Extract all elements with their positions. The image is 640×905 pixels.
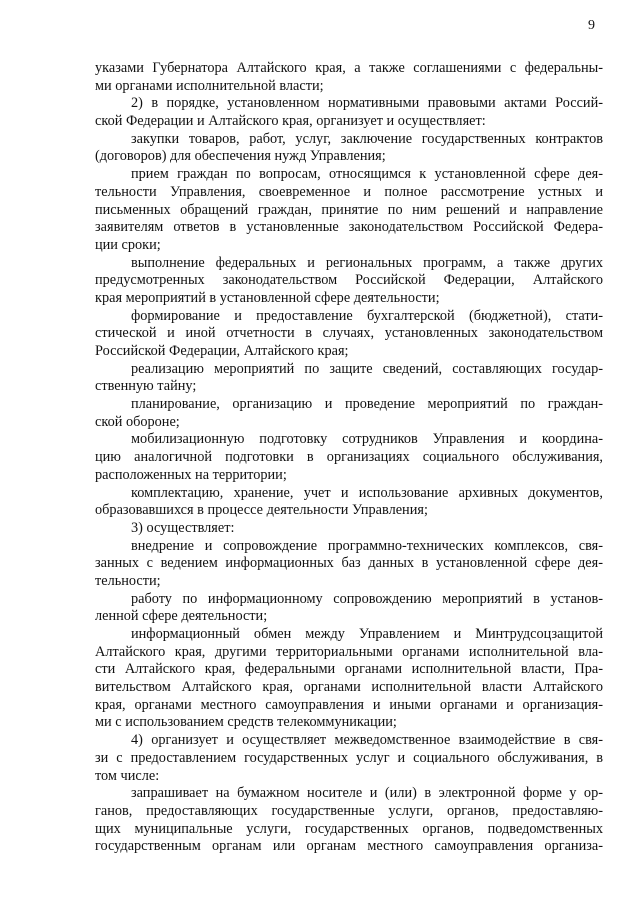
text-line: вительством Алтайского края, органами исполнительной власти Алтайского: [95, 679, 603, 696]
text-line: реализацию мероприятий по защите сведений, составляющих государ-: [131, 360, 603, 377]
text-line: тельности Управления, своевременное и полное рассмотрение устных и: [95, 183, 603, 200]
text-line: информационный обмен между Управлением и Минтрудсоцзащитой: [131, 626, 603, 642]
text-line: края мероприятий в установленной сфере деятельности;: [95, 289, 440, 306]
text-line: стической и иной отчетности в случаях, установленных законодательством: [95, 325, 603, 342]
document-body: [95, 60, 603, 856]
text-line: ганов, предоставляющих государственные услуги, органов, предоставляю-: [95, 802, 603, 819]
text-line: письменных обращений граждан, принятие по ним решений и направление: [95, 201, 603, 218]
text-line: 3) осуществляет:: [131, 519, 235, 536]
text-line: цию аналогичной подготовки в организациях социального обслуживания,: [95, 449, 603, 466]
text-line: работу по информационному сопровождению мероприятий в установ-: [131, 590, 603, 607]
text-line: формирование и предоставление бухгалтерской (бюджетной), стати-: [131, 307, 603, 324]
text-line: мобилизационную подготовку сотрудников Управления и координа-: [131, 431, 603, 448]
text-line: прием граждан по вопросам, относящимся к установленной сфере дея-: [131, 166, 603, 183]
text-line: ленной сфере деятельности;: [95, 608, 268, 625]
text-line: комплектацию, хранение, учет и использование архивных документов,: [131, 484, 603, 501]
text-line: Алтайского края, другими территориальными органами исполнительной вла-: [95, 643, 603, 660]
text-line: заявителям ответов в установленные законодательством Российской Федера-: [95, 219, 603, 236]
text-line: зи с предоставлением государственных услуг и социального обслуживания, в: [95, 749, 603, 766]
text-line: ции сроки;: [95, 236, 161, 253]
text-line: выполнение федеральных и региональных программ, а также других: [131, 254, 603, 271]
text-line: щих муниципальные услуги, государственных органов, подведомственных: [95, 820, 603, 837]
text-line: расположенных на территории;: [95, 466, 287, 483]
text-line: ственную тайну;: [95, 378, 197, 395]
text-line: внедрение и сопровождение программно-технических комплексов, свя-: [131, 537, 603, 554]
text-line: государственным органам или органам местного самоуправления организа-: [95, 838, 603, 855]
text-line: тельности;: [95, 572, 161, 589]
text-line: планирование, организацию и проведение мероприятий по граждан-: [131, 396, 603, 413]
text-line: ми с использованием средств телекоммуникации;: [95, 714, 397, 731]
text-line: ской Федерации и Алтайского края, организует и осуществляет:: [95, 113, 486, 130]
text-line: образовавшихся в процессе деятельности Управления;: [95, 502, 428, 519]
text-line: запрашивает на бумажном носителе и (или) в электронной форме у ор-: [131, 785, 603, 802]
page-number: 9: [588, 18, 595, 33]
text-line: 4) организует и осуществляет межведомственное взаимодействие в свя-: [131, 732, 603, 749]
text-line: (договоров) для обеспечения нужд Управления;: [95, 148, 386, 165]
text-line: ми органами исполнительной власти;: [95, 77, 324, 94]
text-line: предусмотренных законодательством Российской Федерации, Алтайского: [95, 272, 603, 289]
text-line: занных с ведением информационных баз данных в установленной сфере дея-: [95, 555, 603, 572]
text-line: сти Алтайского края, федеральными органами исполнительной власти, Пра-: [95, 661, 603, 678]
text-line: том числе:: [95, 767, 160, 784]
text-line: закупки товаров, работ, услуг, заключение государственных контрактов: [131, 130, 603, 147]
text-line: Российской Федерации, Алтайского края;: [95, 343, 349, 359]
text-line: края, органами местного самоуправления и иными органами и организация-: [95, 696, 603, 713]
text-line: указами Губернатора Алтайского края, а также соглашениями с федеральны-: [95, 60, 603, 76]
text-line: 2) в порядке, установленном нормативными правовыми актами Россий-: [131, 95, 603, 112]
text-line: ской обороне;: [95, 413, 180, 430]
